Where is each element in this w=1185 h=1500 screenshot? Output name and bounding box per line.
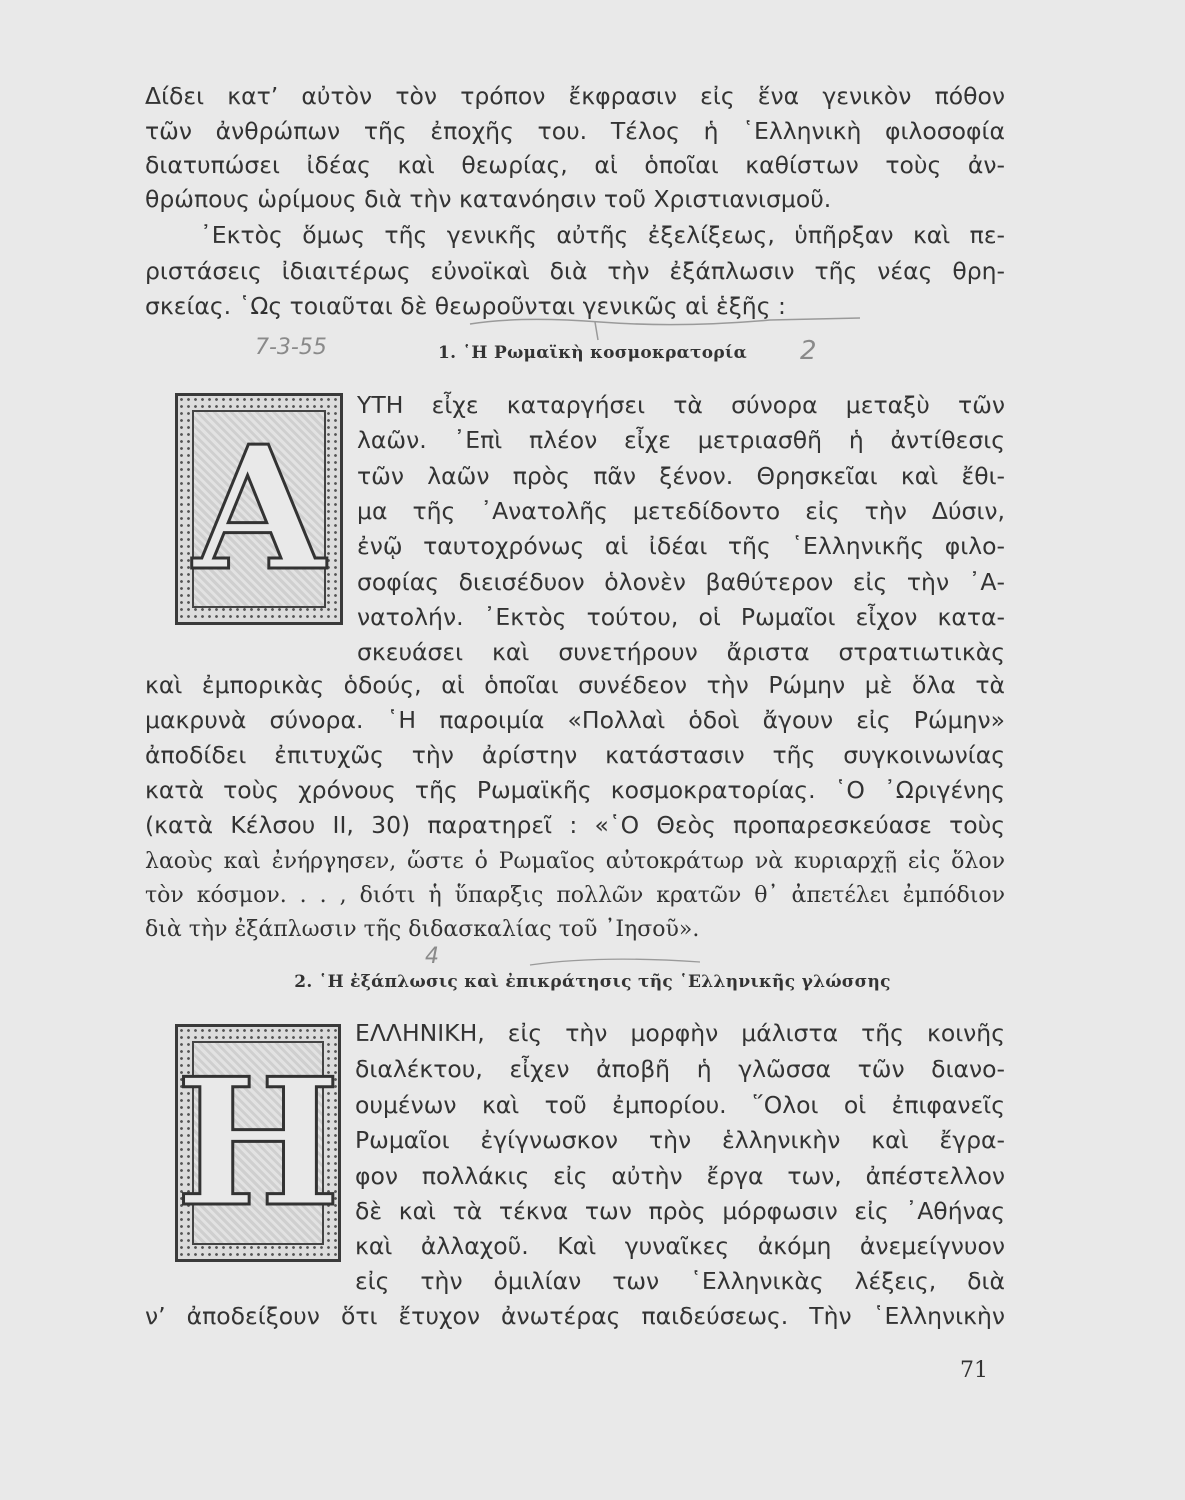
page-number: 71 <box>960 1358 988 1383</box>
section-2-full-line: ν’ ἀποδείξουν ὅτι ἔτυχον ἀνωτέρας παιδεύσεως. Τὴν ῾Ελληνικὴν <box>145 1302 1005 1330</box>
section-2-line: Ρωμαῖοι ἐγίγνωσκον τὴν ἑλληνικὴν καὶ ἔγρα- <box>355 1126 1005 1154</box>
section-2-dropcap <box>175 1024 341 1262</box>
section-2-heading <box>0 972 1185 992</box>
section-1-number: 1. <box>438 343 457 363</box>
dropcap-letter: Η <box>175 1040 341 1246</box>
section-1-full-line: μακρυνὰ σύνορα. ῾Η παροιμία «Πολλαὶ ὁδοὶ ἄγουν εἰς Ρώμην» <box>145 706 1005 734</box>
section-2-line: καὶ ἀλλαχοῦ. Καὶ γυναῖκες ἀκόμη ἀνεμείγνυον <box>355 1232 1005 1260</box>
quote-line: τὸν κόσμον. . . , διότι ἡ ὕπαρξις πολλῶν κρατῶν θ᾿ ἀπετέλει ἐμπόδιον <box>145 883 1005 908</box>
section-2-line: φον πολλάκις εἰς αὐτὴν ἔργα των, ἀπέστελλον <box>355 1162 1005 1190</box>
quote-line: λαοὺς καὶ ἐνήργησεν, ὥστε ὁ Ρωμαῖος αὐτοκράτωρ νὰ κυριαρχῇ εἰς ὅλον <box>145 849 1005 874</box>
pencil-date-note: 7-3-55 <box>255 335 327 360</box>
section-1-title: ῾Η Ρωμαϊκὴ κοσμοκρατορία <box>462 343 747 363</box>
section-1-full-line: (κατὰ Κέλσου ΙΙ, 30) παρατηρεῖ : «῾Ο Θεὸς προπαρεσκεύασε τοὺς <box>145 811 1005 839</box>
section-1-line: σκευάσει καὶ συνετήρουν ἄριστα στρατιωτικὰς <box>357 638 1005 666</box>
intro-line: ριστάσεις ἰδιαιτέρως εὐνοϊκαὶ διὰ τὴν ἐξάπλωσιν τῆς νέας θρη- <box>145 257 1005 285</box>
section-2-line: εἰς τὴν ὁμιλίαν των ῾Ελληνικὰς λέξεις, διὰ <box>355 1267 1005 1295</box>
section-1-line: ΥΤΗ εἶχε καταργήσει τὰ σύνορα μεταξὺ τῶν <box>357 391 1005 419</box>
pencil-mark: 2 <box>800 336 817 366</box>
section-1-full-line: κατὰ τοὺς χρόνους τῆς Ρωμαϊκῆς κοσμοκρατορίας. ῾Ο ᾿Ωριγένης <box>145 776 1005 804</box>
section-1-line: σοφίας διεισέδυον ὁλονὲν βαθύτερον εἰς τὴν ᾿Α- <box>357 568 1005 596</box>
section-1-full-line: καὶ ἐμπορικὰς ὁδούς, αἱ ὁποῖαι συνέδεον τὴν Ρώμην μὲ ὅλα τὰ <box>145 671 1005 699</box>
intro-line: ᾿Εκτὸς ὅμως τῆς γενικῆς αὐτῆς ἐξελίξεως, ὑπῆρξαν καὶ πε- <box>200 221 1005 249</box>
section-1-heading <box>0 343 1185 363</box>
section-2-line: διαλέκτου, εἶχεν ἀποβῆ ἡ γλῶσσα τῶν διανο- <box>355 1055 1005 1083</box>
section-2-line: ΕΛΛΗΝΙΚΗ, εἰς τὴν μορφὴν μάλιστα τῆς κοινῆς <box>355 1019 1005 1047</box>
pencil-mark: 4 <box>425 944 439 969</box>
section-2-number: 2. <box>294 972 313 992</box>
section-2-line: δὲ καὶ τὰ τέκνα των πρὸς μόρφωσιν εἰς ᾿Αθήνας <box>355 1197 1005 1225</box>
intro-line: σκείας. ῾Ως τοιαῦται δὲ θεωροῦνται γενικῶς αἱ ἑξῆς : <box>145 292 786 320</box>
section-1-full-line: ἀποδίδει ἐπιτυχῶς τὴν ἀρίστην κατάστασιν τῆς συγκοινωνίας <box>145 741 1005 769</box>
section-1-line: λαῶν. ᾿Επὶ πλέον εἶχε μετριασθῆ ἡ ἀντίθεσις <box>357 426 1005 454</box>
intro-line: Δίδει κατ’ αὐτὸν τὸν τρόπον ἔκφρασιν εἰς ἕνα γενικὸν πόθον <box>145 82 1005 110</box>
section-1-line: ἐνῷ ταυτοχρόνως αἱ ἰδέαι τῆς ῾Ελληνικῆς φιλο- <box>357 532 1005 560</box>
section-1-dropcap <box>175 393 343 625</box>
intro-line: θρώπους ὡρίμους διὰ τὴν κατανόησιν τοῦ Χριστιανισμοῦ. <box>145 185 832 213</box>
section-2-title: ῾Η ἐξάπλωσις καὶ ἐπικράτησις τῆς ῾Ελληνικῆς γλώσσης <box>318 972 891 992</box>
section-2-line: ουμένων καὶ τοῦ ἐμπορίου. ῞Ολοι οἱ ἐπιφανεῖς <box>355 1091 1005 1119</box>
section-1-line: νατολήν. ᾿Εκτὸς τούτου, οἱ Ρωμαῖοι εἶχον κατα- <box>357 603 1005 631</box>
intro-line: διατυπώσει ἰδέας καὶ θεωρίας, αἱ ὁποῖαι καθίστων τοὺς ἀν- <box>145 151 1005 179</box>
intro-line: τῶν ἀνθρώπων τῆς ἐποχῆς του. Τέλος ἡ ῾Ελληνικὴ φιλοσοφία <box>145 117 1005 145</box>
section-1-line: μα τῆς ᾿Ανατολῆς μετεδίδοντο εἰς τὴν Δύσιν, <box>357 497 1005 525</box>
section-1-line: τῶν λαῶν πρὸς πᾶν ξένον. Θρησκεῖαι καὶ ἔθι- <box>357 462 1005 490</box>
dropcap-letter: Α <box>193 409 325 609</box>
quote-line: διὰ τὴν ἐξάπλωσιν τῆς διδασκαλίας τοῦ ᾿Ιησοῦ». <box>145 917 700 942</box>
